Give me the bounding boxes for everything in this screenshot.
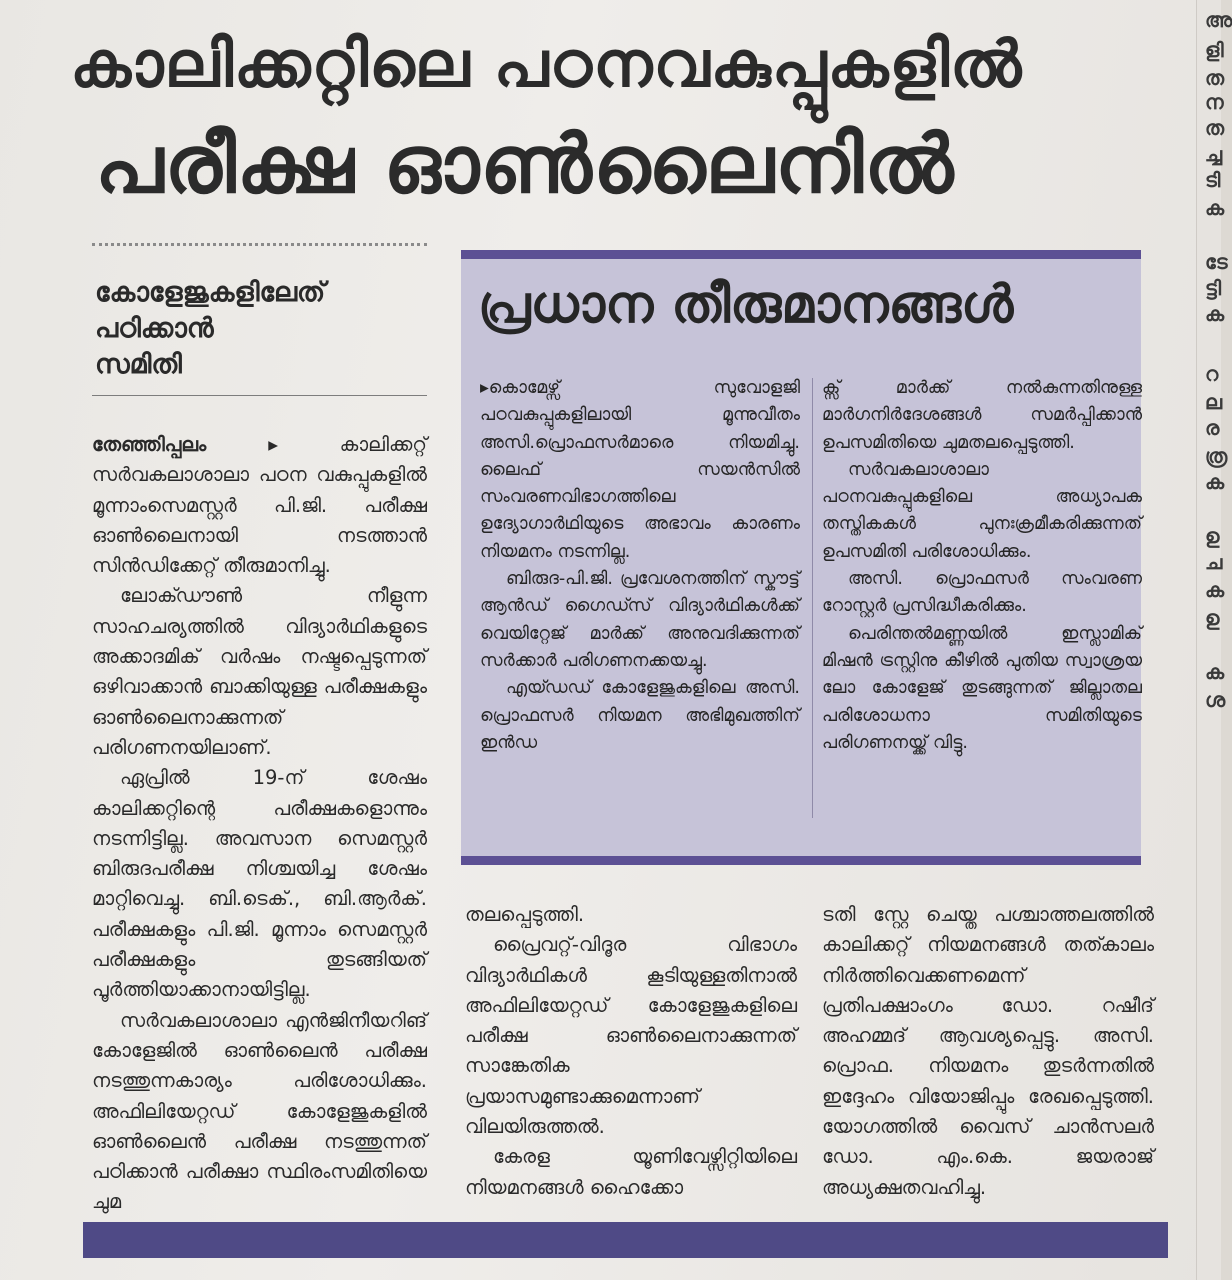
fragment: ളി [1205,38,1224,62]
subheading-line: കോളേജുകളിലേത് [95,277,326,308]
subheading [95,275,425,383]
decision-paragraph: സർവകലാശാലാ പഠനവകുപ്പുകളിലെ അധ്യാപക തസ്തികകൾ പുനഃക്രമീകരിക്കുന്നത് ഉപസമിതി പരിശോധിക്കും. [822,459,1142,562]
subheading-line: സമിതി [95,349,182,380]
article-paragraph: തലപ്പെടുത്തി. [465,903,585,926]
fragment: ക [1205,470,1225,494]
article-paragraph: കേരള യൂണിവേഴ്സിറ്റിയിലെ നിയമനങ്ങൾ ഹൈക്കോ [465,1145,797,1199]
article-paragraph: ലോക്ഡൗൺ നീളുന്ന സാഹചര്യത്തിൽ വിദ്യാർഥികളുടെ അക്കാദമിക് വർഷം നഷ്ടപ്പെടുന്നത് ഒഴിവാക്കാൻ ബാക്കിയുള്ള പരീക്ഷകളും ഓൺലൈനാക്കുന്നത് പരിഗണനയിലാണ്. [92,584,427,759]
box-column-divider [812,378,813,818]
fragment: ത [1205,116,1225,140]
fragment: ത [1205,66,1225,90]
fragment: ന [1205,90,1224,114]
decision-paragraph: ▸കൊമേഴ്സ് സുവോളജി പഠവകുപ്പുകളിലായി മൂന്നുവീതം അസി.പ്രൊഫസർമാരെ നിയമിച്ചു. ലൈഫ് സയൻസിൽ സംവരണവിഭാഗത്തിലെ ഉദ്യോഗാർഥിയുടെ അഭാവം കാരണം നിയമനം നടന്നില്ല. [480,378,800,562]
dotted-rule [92,243,427,249]
fragment: റ [1205,362,1219,386]
fragment: ക [1205,196,1225,220]
article-paragraph: പ്രൈവറ്റ്-വിദൂര വിഭാഗം വിദ്യാർഥികൾ കൂടിയുള്ളതിനാൽ അഫിലിയേറ്റഡ് കോളേജുകളിലെ പരീക്ഷ ഓൺലൈനാക്കുന്നത് സാങ്കേതിക പ്രയാസമുണ്ടാക്കുമെന്നാണ് വിലയിരുത്തൽ. [465,933,797,1139]
fragment: ഉ [1205,524,1220,548]
left-article-column [92,430,427,1218]
fragment: ടേ [1205,250,1228,274]
fragment: ക [1205,578,1225,602]
fragment: ശ [1205,688,1226,712]
decision-paragraph: എയ്ഡഡ് കോളേജുകളിലെ അസി. പ്രൊഫസർ നിയമന അഭിമുഖത്തിന് ഇൻഡ [480,678,800,753]
fragment: ടി [1205,168,1221,192]
fragment: ക [1205,660,1225,684]
adjacent-column-edge [1196,0,1232,1280]
headline-line-2: പരീക്ഷ ഓൺലൈനിൽ [95,118,955,211]
fragment: ഉ [1205,606,1220,630]
decision-paragraph: ബിരുദ-പി.ജി. പ്രവേശനത്തിന് സ്കൗട്ട് ആൻഡ് ഗൈഡ്സ് വിദ്യാർഥികൾക്ക് വെയിറ്റേജ് മാർക്ക് അനുവദിക്കുന്നത് സർക്കാർ പരിഗണനക്കയച്ചു. [480,569,800,671]
bottom-color-bar [83,1222,1168,1258]
right-article-column [822,900,1154,1203]
fragment: ച [1205,550,1223,574]
fragment: ക [1205,302,1225,326]
decisions-column-1 [480,375,800,757]
fragment: ട്ടി [1205,276,1222,300]
middle-article-column [465,900,797,1203]
fragment: ത്ര [1205,444,1228,468]
decisions-box-title: പ്രധാന തീരുമാനങ്ങൾ [478,275,1014,335]
headline-line-1: കാലിക്കറ്റിലെ പഠനവകുപ്പുകളിൽ [70,28,1023,102]
article-paragraph: സർവകലാശാലാ എൻജിനീയറിങ് കോളേജിൽ ഓൺലൈൻ പരീക്ഷ നടത്തുന്നകാര്യം പരിശോധിക്കും. അഫിലിയേറ്റഡ് കോളേജുകളിൽ ഓൺലൈൻ പരീക്ഷ നടത്തുന്നത് പഠിക്കാൻ പരീക്ഷാ സ്ഥിരംസമിതിയെ ചുമ [92,1008,427,1214]
fragment: ല [1205,390,1223,414]
article-paragraph: ടതി സ്റ്റേ ചെയ്ത പശ്ചാത്തലത്തിൽ കാലിക്കറ്റ് നിയമനങ്ങൾ തത്കാലം നിർത്തിവെക്കണമെന്ന് പ്രതിപക്ഷാംഗം ഡോ. റഷീദ് അഹമ്മദ് ആവശ്യപ്പെട്ടു. അസി. പ്രൊഫ. നിയമനം തുടർന്നതിൽ ഇദ്ദേഹം വിയോജിപ്പും രേഖപ്പെടുത്തി. യോഗത്തിൽ വൈസ് ചാൻസലർ ഡോ. എം.കെ. ജയരാജ് അധ്യക്ഷതവഹിച്ചു. [822,903,1154,1199]
subheading-rule [92,395,427,396]
decisions-column-2 [822,375,1142,757]
article-paragraph: ഏപ്രിൽ 19-ന് ശേഷം കാലിക്കറ്റിന്റെ പരീക്ഷകളൊന്നും നടന്നിട്ടില്ല. അവസാന സെമസ്റ്റർ ബിരുദപരീക്ഷ നിശ്ചയിച്ച ശേഷം മാറ്റിവെച്ചു. ബി.ടെക്., ബി.ആർക്. പരീക്ഷകളും പി.ജി. മൂന്നാം സെമസ്റ്റർ പരീക്ഷകളും തുടങ്ങിയത് പൂർത്തിയാക്കാനായിട്ടില്ല. [92,766,427,1002]
fragment: ര [1205,416,1220,440]
decision-paragraph: പെരിന്തൽമണ്ണയിൽ ഇസ്ലാമിക് മിഷൻ ട്രസ്റ്റിനു കീഴിൽ പുതിയ സ്വാശ്രയ ലോ കോളേജ് തുടങ്ങുന്നത് ജില്ലാതല പരിശോധനാ സമിതിയുടെ പരിഗണനയ്ക്ക് വിട്ടു. [822,623,1142,753]
fragment: അ [1205,8,1232,32]
article-text: കാലിക്കറ്റ് സർവകലാശാലാ പഠന വകുപ്പുകളിൽ മൂന്നാംസെമസ്റ്റർ പി.ജി. പരീക്ഷ ഓൺലൈനായി നടത്താൻ സിൻഡിക്കേറ്റ് തീരുമാനിച്ചു. [92,433,427,578]
fragment: ച്ച [1205,142,1223,166]
decision-paragraph: അസി. പ്രൊഫസർ സംവരണ റോസ്റ്റർ പ്രസിദ്ധീകരിക്കും. [822,569,1142,617]
decision-paragraph: ക്സ് മാർക്ക് നൽകുന്നതിനുള്ള മാർഗനിർദേശങ്ങൾ സമർപ്പിക്കാൻ ഉപസമിതിയെ ചുമതലപ്പെടുത്തി. [822,378,1142,453]
subheading-line: പഠിക്കാൻ [95,313,214,344]
dateline: തേഞ്ഞിപ്പലം ▸ [92,433,279,456]
article-paragraph [92,430,427,581]
